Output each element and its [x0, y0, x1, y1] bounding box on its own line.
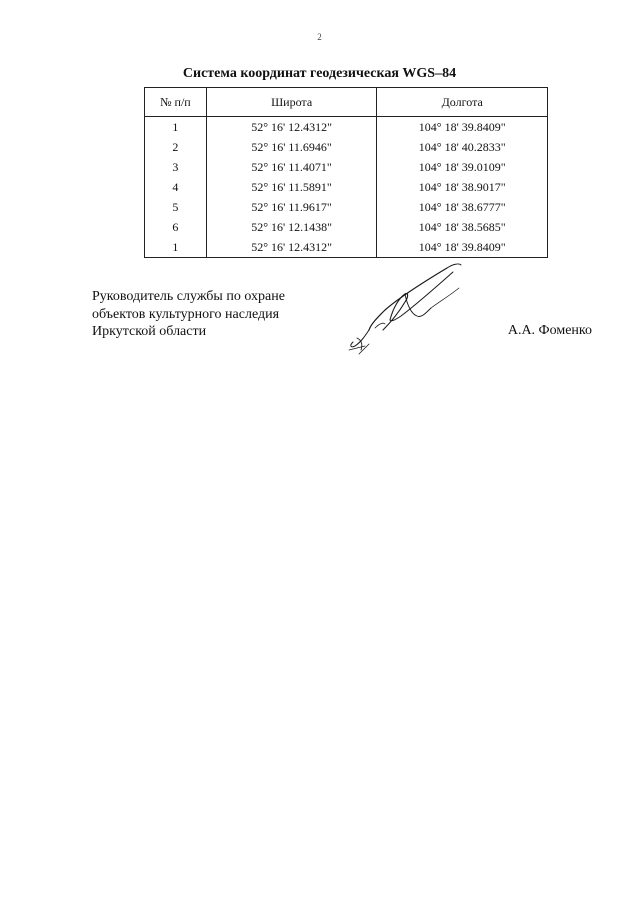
table-row [145, 137, 548, 157]
coordinates-table [144, 87, 548, 258]
table-row [145, 197, 548, 217]
table-row [145, 237, 548, 258]
header-number: № п/п [145, 88, 207, 117]
table-row [145, 177, 548, 197]
table-title: Система координат геодезическая WGS–84 [182, 66, 457, 81]
cell-number: 6 [145, 217, 207, 237]
cell-longitude: 104° 18' 38.9017" [377, 177, 548, 197]
cell-latitude: 52° 16' 11.6946" [206, 137, 377, 157]
signatory-name: А.А. Фоменко [507, 323, 592, 338]
header-latitude: Широта [206, 88, 377, 117]
cell-latitude: 52° 16' 12.1438" [206, 217, 377, 237]
position-line: объектов культурного наследия [92, 306, 280, 322]
table-header-row [145, 88, 548, 117]
page-number: 2 [317, 32, 322, 42]
position-line: Иркутской области [92, 324, 207, 339]
cell-number: 4 [145, 177, 207, 197]
cell-longitude: 104° 18' 38.6777" [377, 197, 548, 217]
handwritten-signature [335, 258, 485, 358]
header-longitude: Долгота [377, 88, 548, 117]
cell-number: 1 [145, 237, 207, 258]
cell-latitude: 52° 16' 11.4071" [206, 157, 377, 177]
cell-number: 2 [145, 137, 207, 157]
table-row [145, 157, 548, 177]
cell-latitude: 52° 16' 12.4312" [206, 237, 377, 258]
cell-longitude: 104° 18' 40.2833" [377, 137, 548, 157]
cell-latitude: 52° 16' 11.9617" [206, 197, 377, 217]
cell-number: 3 [145, 157, 207, 177]
cell-number: 1 [145, 117, 207, 138]
cell-longitude: 104° 18' 38.5685" [377, 217, 548, 237]
signatory-position [92, 288, 285, 341]
cell-number: 5 [145, 197, 207, 217]
cell-latitude: 52° 16' 12.4312" [206, 117, 377, 138]
cell-latitude: 52° 16' 11.5891" [206, 177, 377, 197]
position-line: Руководитель службы по охране [92, 289, 285, 304]
table-row [145, 217, 548, 237]
cell-longitude: 104° 18' 39.8409" [377, 237, 548, 258]
cell-longitude: 104° 18' 39.0109" [377, 157, 548, 177]
cell-longitude: 104° 18' 39.8409" [377, 117, 548, 138]
table-row [145, 117, 548, 138]
